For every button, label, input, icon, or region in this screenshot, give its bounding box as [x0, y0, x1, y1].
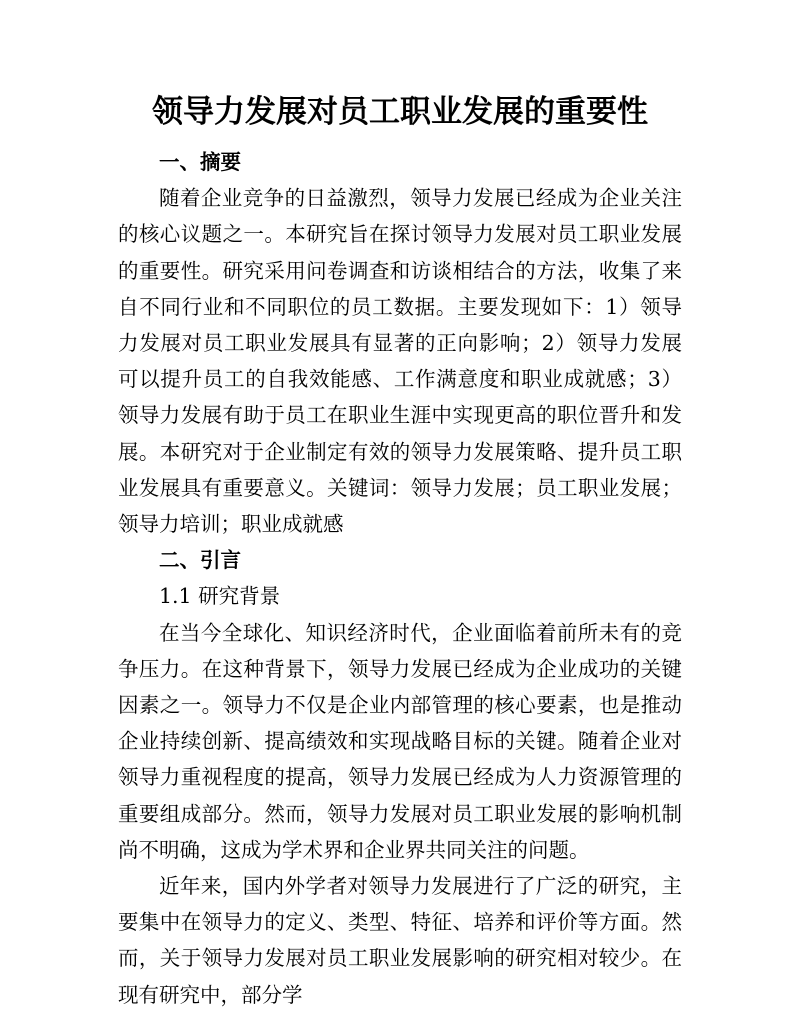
document-title: 领导力发展对员工职业发展的重要性 [152, 94, 648, 130]
abstract-heading: 一、摘要 [159, 150, 241, 174]
abstract-paragraph: 随着企业竞争的日益激烈，领导力发展已经成为企业关注的核心议题之一。本研究旨在探讨领导力发展对员工职业发展的重要性。研究采用问卷调查和访谈相结合的方法，收集了来自不同行业和不同职位的员工数据。主要发现如下：1）领导力发展对员工职业发展具有显著的正向影响；2）领导力发展可以提升员工的自我效能感、工作满意度和职业成就感；3）领导力发展有助于员工在职业生涯中实现更高的职位晋升和发展。本研究对于企业制定有效的领导力发展策略、提升员工职业发展具有重要意义。关键词：领导力发展；员工职业发展；领导力培训；职业成就感 [118, 186, 682, 537]
background-paragraph-1: 在当今全球化、知识经济时代，企业面临着前所未有的竞争压力。在这种背景下，领导力发展已经成为企业成功的关键因素之一。领导力不仅是企业内部管理的核心要素，也是推动企业持续创新、提高绩效和实现战略目标的关键。随着企业对领导力重视程度的提高，领导力发展已经成为人力资源管理的重要组成部分。然而，领导力发展对员工职业发展的影响机制尚不明确，这成为学术界和企业界共同关注的问题。 [118, 620, 682, 862]
background-paragraph-2: 近年来，国内外学者对领导力发展进行了广泛的研究，主要集中在领导力的定义、类型、特征、培养和评价等方面。然而，关于领导力发展对员工职业发展影响的研究相对较少。在现有研究中，部分学 [118, 874, 682, 1007]
document-body [118, 144, 682, 1013]
background-subheading: 1.1 研究背景 [159, 584, 281, 609]
introduction-heading: 二、引言 [159, 548, 241, 573]
